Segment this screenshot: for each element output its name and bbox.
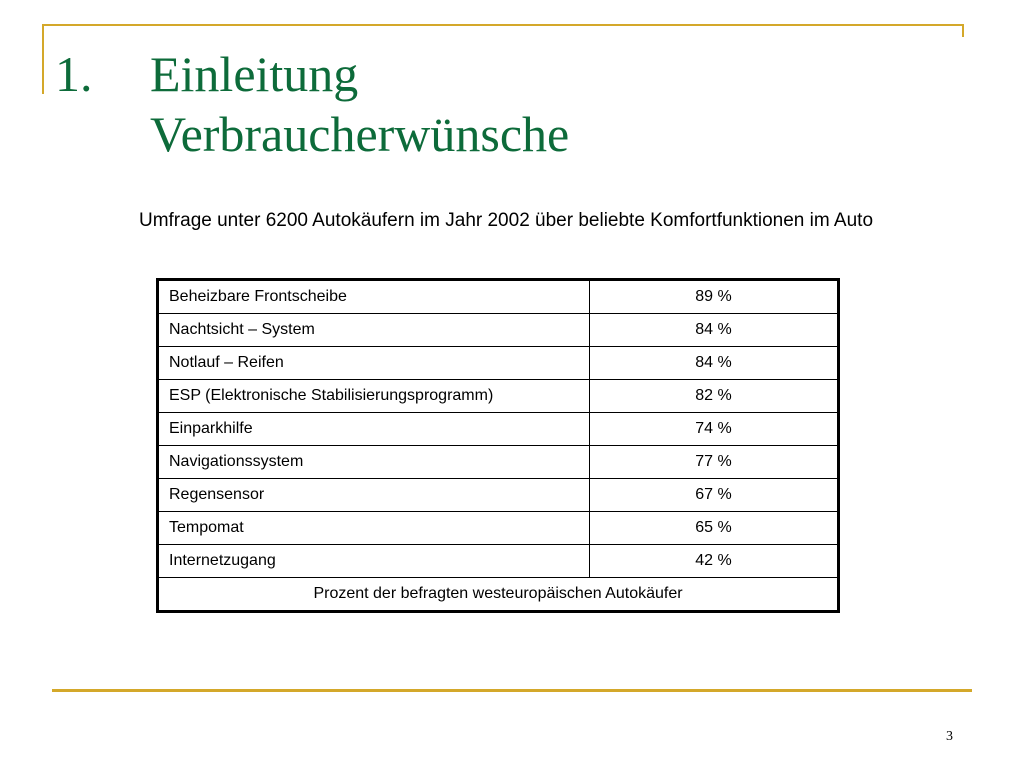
table-row (158, 545, 839, 578)
table-row (158, 314, 839, 347)
feature-cell: Beheizbare Frontscheibe (158, 280, 590, 314)
table-row (158, 446, 839, 479)
feature-cell: Einparkhilfe (158, 413, 590, 446)
frame-right-border (962, 24, 964, 37)
footer-divider (52, 689, 972, 692)
feature-cell: Nachtsicht – System (158, 314, 590, 347)
table-row (158, 380, 839, 413)
feature-cell: Internetzugang (158, 545, 590, 578)
percent-cell: 84 % (590, 347, 839, 380)
table-row (158, 512, 839, 545)
feature-cell: Regensensor (158, 479, 590, 512)
percent-cell: 77 % (590, 446, 839, 479)
frame-left-border (42, 24, 44, 94)
table-row (158, 413, 839, 446)
table-footer-note: Prozent der befragten westeuropäischen Autokäufer (158, 578, 839, 612)
slide-title-line-1: Einleitung (150, 46, 359, 102)
slide-subtitle: Umfrage unter 6200 Autokäufern im Jahr 2002 über beliebte Komfortfunktionen im Auto (138, 210, 874, 231)
table-row (158, 280, 839, 314)
page-number: 3 (946, 729, 953, 744)
feature-cell: Notlauf – Reifen (158, 347, 590, 380)
percent-cell: 74 % (590, 413, 839, 446)
table-footer-row (158, 578, 839, 612)
feature-cell: Navigationssystem (158, 446, 590, 479)
feature-cell: ESP (Elektronische Stabilisierungsprogramm) (158, 380, 590, 413)
survey-table (156, 278, 840, 613)
frame-top-border (42, 24, 964, 26)
percent-cell: 89 % (590, 280, 839, 314)
slide-title (150, 44, 569, 164)
percent-cell: 84 % (590, 314, 839, 347)
percent-cell: 42 % (590, 545, 839, 578)
slide-number-label: 1. (55, 46, 93, 102)
percent-cell: 67 % (590, 479, 839, 512)
percent-cell: 82 % (590, 380, 839, 413)
table-row (158, 479, 839, 512)
table-row (158, 347, 839, 380)
slide-title-line-2: Verbraucherwünsche (150, 106, 570, 162)
percent-cell: 65 % (590, 512, 839, 545)
feature-cell: Tempomat (158, 512, 590, 545)
